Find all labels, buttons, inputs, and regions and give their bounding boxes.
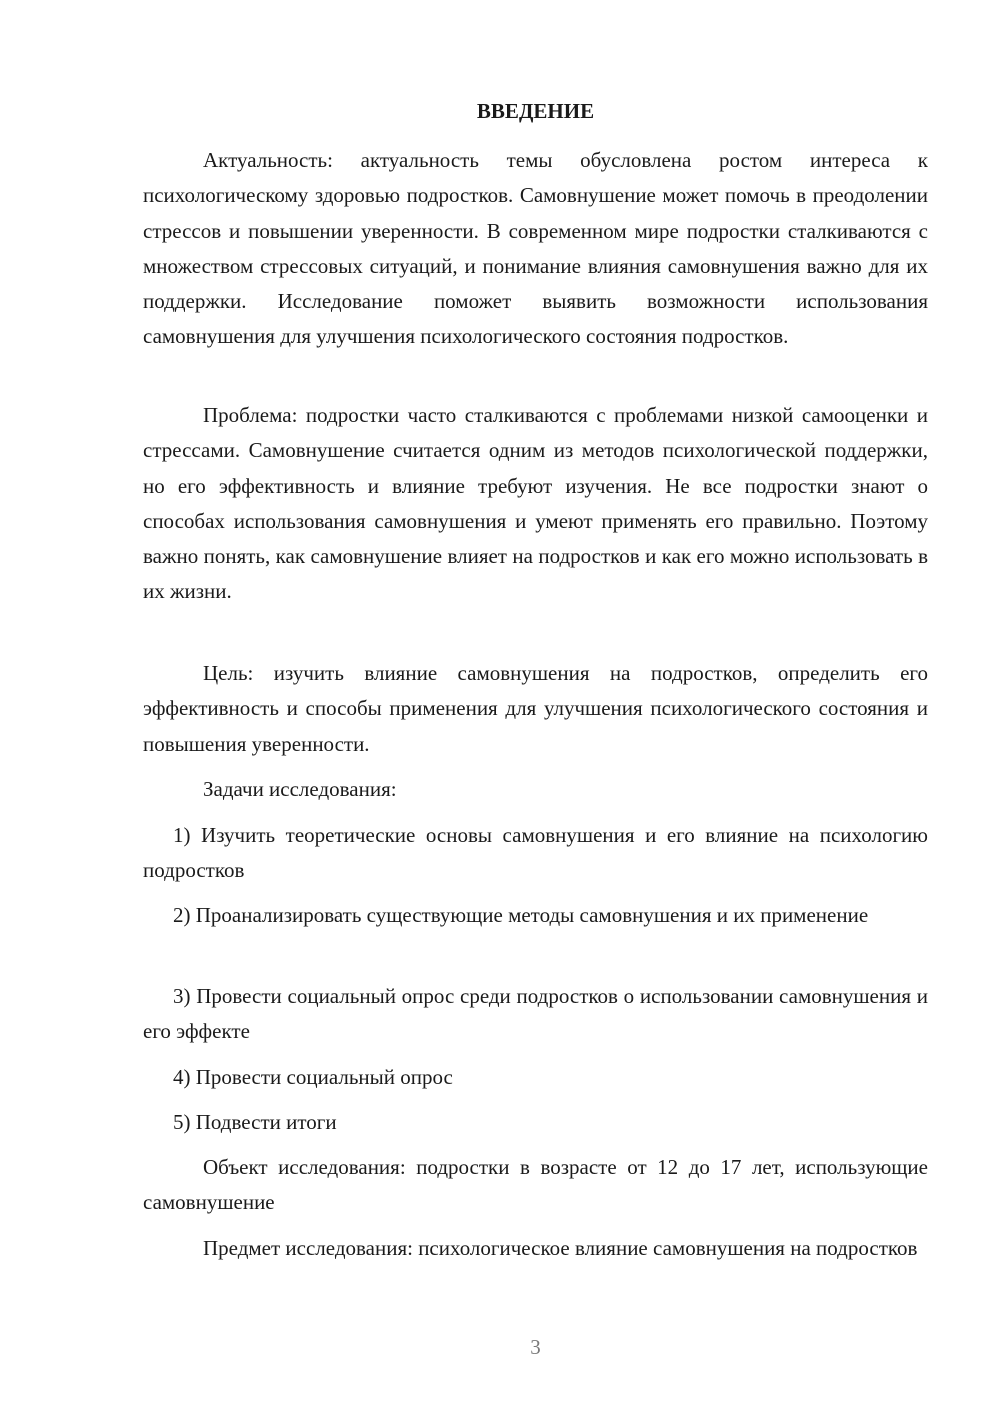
paragraph-goal: Цель: изучить влияние самовнушения на подростков, определить его эффективность и способы применения для улучшения психологического состояния и повышения уверенности. xyxy=(143,661,928,756)
tasks-heading: Задачи исследования: xyxy=(203,777,397,801)
list-item: 3) Провести социальный опрос среди подростков о использовании самовнушения и его эффекте xyxy=(143,984,928,1043)
page-title: ВВЕДЕНИЕ xyxy=(476,99,595,123)
paragraph-object: Объект исследования: подростки в возрасте от 12 до 17 лет, использующие самовнушение xyxy=(143,1155,928,1215)
paragraph-subject: Предмет исследования: психологическое влияние самовнушения на подростков xyxy=(203,1236,918,1260)
list-item: 5) Подвести итоги xyxy=(173,1110,337,1134)
paragraph-problem: Проблема: подростки часто сталкиваются с проблемами низкой самооценки и стрессами. Самовнушение считается одним из методов психологической поддержки, но его эффективность и влияние требуют изучения. Не все подростки знают о способах использования самовнушения и умеют применять его правильно. Поэтому важно понять, как самовнушение влияет на подростков и как его можно использовать в их жизни. xyxy=(143,403,928,604)
document-page xyxy=(143,0,928,1414)
paragraph-relevance: Актуальность: актуальность темы обусловлена ростом интереса к психологическому здоровью подростков. Самовнушение может помочь в преодолении стрессов и повышении уверенности. В современном мире подростки сталкиваются с множеством стрессовых ситуаций, и понимание влияния самовнушения важно для их поддержки. Исследование поможет выявить возможности использования самовнушения для улучшения психологического состояния подростков. xyxy=(143,148,928,349)
list-item: 4) Провести социальный опрос xyxy=(173,1065,453,1089)
list-item: 1) Изучить теоретические основы самовнушения и его влияние на психологию подростков xyxy=(143,823,928,882)
page-number: 3 xyxy=(530,1335,541,1359)
list-item: 2) Проанализировать существующие методы самовнушения и их применение xyxy=(173,903,869,927)
